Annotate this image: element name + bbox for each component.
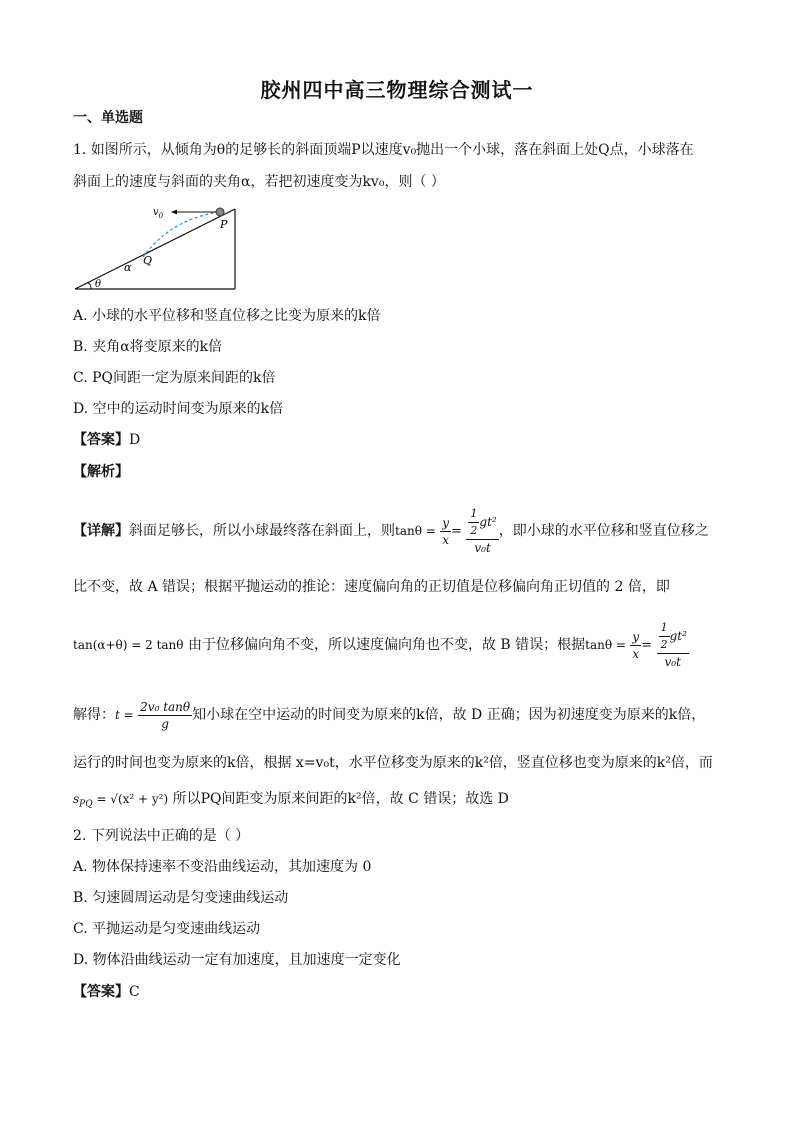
eq-half-num: 1 bbox=[468, 506, 479, 523]
label-v0: $v_0$ bbox=[153, 207, 164, 220]
eq-x-2: x bbox=[632, 646, 640, 661]
q2-answer bbox=[73, 982, 140, 1002]
q1-detail-line6 bbox=[73, 789, 509, 814]
eq-spq bbox=[73, 792, 169, 810]
theta-arc bbox=[88, 283, 91, 289]
q1-detail-line5: 运行的时间也变为原来的k倍，根据 x=v₀t，水平位移变为原来的k²倍，竖直位移也变为原来的k²倍，而 bbox=[73, 755, 713, 771]
q1-detail-line3: tan(α+θ) = 2 tanθ 由于位移偏向角不变，所以速度偏向角也不变，故 B 错误；根据tanθ = $\frac{y}{x}$ = $\frac{1}{2}$ gt² v₀t bbox=[73, 621, 687, 669]
detail-text-6b: 所以PQ间距变为原来间距的k²倍，故 C 错误；故选 D bbox=[172, 791, 509, 807]
eq-half-den: 2 bbox=[470, 524, 478, 537]
label-alpha: α bbox=[124, 261, 132, 274]
detail-text-1a: 斜面足够长，所以小球最终落在斜面上，则 bbox=[129, 523, 395, 539]
q2-option-c: C. 平抛运动是匀变速曲线运动 bbox=[73, 921, 261, 937]
label-theta: θ bbox=[95, 279, 102, 290]
eq-s-sub: PQ bbox=[79, 799, 93, 810]
ball-icon bbox=[216, 208, 224, 216]
eq-y-2: y bbox=[632, 629, 640, 644]
eq-half-num-2: 1 bbox=[659, 620, 670, 637]
answer-tag: 【答案】 bbox=[73, 432, 129, 448]
eq-t-numerator: 2v₀ tanθ bbox=[140, 699, 191, 714]
q1-option-c: C. PQ间距一定为原来间距的k倍 bbox=[73, 370, 276, 386]
incline-slope-line bbox=[75, 209, 235, 289]
eq-spq-rhs: = √(x² + y²) bbox=[96, 792, 169, 806]
q2-option-d: D. 物体沿曲线运动一定有加速度，且加速度一定变化 bbox=[73, 952, 401, 968]
eq-ratio-fraction-2 bbox=[657, 620, 689, 670]
detail-text-4a: 解得： bbox=[73, 707, 115, 723]
eq-x: x bbox=[442, 532, 450, 547]
q2-option-a: A. 物体保持速率不变沿曲线运动，其加速度为 0 bbox=[73, 859, 372, 875]
q2-stem: 2. 下列说法中正确的是（ ） bbox=[73, 828, 250, 844]
eq-t-denominator: g bbox=[161, 716, 169, 731]
q1-analysis-tag bbox=[73, 462, 129, 482]
detail-text-4b: 知小球在空中运动的时间变为原来的k倍，故 D 正确；因为初速度变为原来的k倍， bbox=[192, 707, 706, 723]
eq-tan-sum: tan(α+θ) = 2 tanθ bbox=[73, 638, 184, 652]
analysis-tag: 【解析】 bbox=[73, 464, 129, 480]
detail-tag: 【详解】 bbox=[73, 523, 129, 539]
q2-option-b: B. 匀速圆周运动是匀变速曲线运动 bbox=[73, 890, 289, 906]
q1-option-d: D. 空中的运动时间变为原来的k倍 bbox=[73, 401, 284, 417]
eq-v0t: v₀t bbox=[474, 541, 491, 555]
eq-y-over-x-2 bbox=[630, 629, 641, 662]
eq-t: t = bbox=[115, 708, 134, 722]
eq-gt2-2: gt² bbox=[669, 629, 687, 643]
q1-incline-figure bbox=[73, 200, 243, 295]
section-heading: 一、单选题 bbox=[73, 110, 143, 126]
eq-y-over-x bbox=[440, 515, 451, 548]
q2-answer-value: C bbox=[129, 984, 140, 1000]
answer-value: D bbox=[129, 432, 141, 448]
q1-stem-line2: 斜面上的速度与斜面的夹角α，若把初速度变为kv₀，则（ ） bbox=[73, 174, 445, 190]
page-title: 胶州四中高三物理综合测试一 bbox=[260, 78, 534, 102]
q1-answer bbox=[73, 430, 140, 450]
q1-option-b: B. 夹角α将变原来的k倍 bbox=[73, 339, 223, 355]
velocity-arrowhead-icon bbox=[171, 210, 177, 215]
label-P: P bbox=[220, 218, 228, 231]
q1-option-a: A. 小球的水平位移和竖直位移之比变为原来的k倍 bbox=[73, 308, 381, 324]
eq-ratio-numerator-2 bbox=[657, 620, 689, 654]
detail-text-1b: ，即小球的水平位移和竖直位移之 bbox=[498, 523, 709, 539]
label-Q: Q bbox=[143, 254, 153, 267]
eq-s: s bbox=[73, 792, 80, 806]
eq-tan-theta: tanθ = bbox=[395, 524, 436, 538]
eq-t-fraction bbox=[138, 699, 192, 732]
eq-half-den-2: 2 bbox=[660, 638, 668, 651]
eq-y: y bbox=[442, 515, 450, 530]
eq-ratio-fraction bbox=[466, 506, 498, 556]
eq-ratio-numerator bbox=[466, 506, 498, 540]
q1-detail-line4 bbox=[73, 695, 705, 735]
eq-tan-theta-2: tanθ = bbox=[585, 638, 626, 652]
detail-text-3a: 由于位移偏向角不变，所以速度偏向角也不变，故 B 错误；根据 bbox=[187, 637, 586, 653]
eq-gt2: gt² bbox=[479, 515, 497, 529]
q2-answer-tag: 【答案】 bbox=[73, 984, 129, 1000]
q1-detail-line1: 【详解】斜面足够长，所以小球最终落在斜面上，则tanθ = $\frac{y}{x}$ = $\frac{1}{2}$ gt² v₀t ，即小球的水平位移和竖直位移之 bbox=[73, 507, 709, 555]
eq-v0t-2: v₀t bbox=[664, 655, 681, 669]
q1-detail-line2: 比不变，故 A 错误；根据平抛运动的推论：速度偏向角的正切值是位移偏向角正切值的 2 倍，即 bbox=[73, 579, 670, 595]
q1-stem-line1: 1. 如图所示，从倾角为θ的足够长的斜面顶端P以速度v₀抛出一个小球，落在斜面上处Q点，小球落在 bbox=[73, 142, 694, 158]
